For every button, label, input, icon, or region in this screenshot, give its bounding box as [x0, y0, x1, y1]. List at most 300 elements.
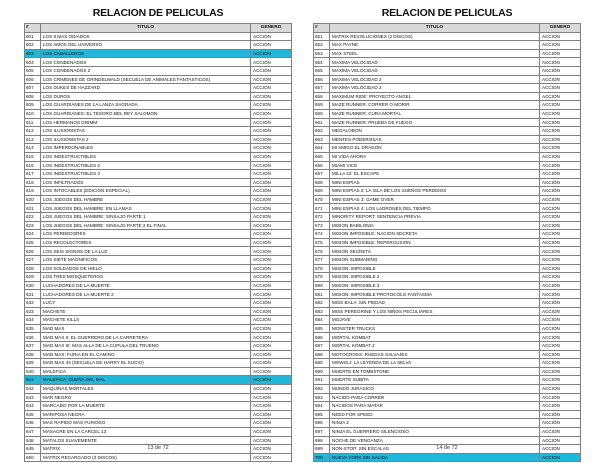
- row-genre: ACCION: [251, 367, 292, 376]
- row-title: MAXIMA VELOCIDAD: [330, 58, 540, 67]
- row-title: MUERTE SUBITA: [330, 376, 540, 385]
- row-number: 692: [314, 384, 330, 393]
- table-row: [25, 66, 292, 75]
- row-number: 631: [25, 290, 41, 299]
- row-number: 638: [25, 350, 41, 359]
- row-number: 647: [25, 427, 41, 436]
- row-genre: ACCION: [251, 75, 292, 84]
- table-row: [314, 92, 581, 101]
- row-title: LOS JUEGOS DEL HAMBRE: SINSAJO PARTE 2 EL FINAL: [41, 221, 251, 230]
- row-number: 683: [314, 307, 330, 316]
- table-row: [25, 178, 292, 187]
- row-title: MEGALODON: [330, 127, 540, 136]
- row-number: 602: [25, 41, 41, 50]
- row-title: MATRIX RECARGADO (2 DISCOS): [41, 453, 251, 462]
- table-row: [25, 101, 292, 110]
- table-row: [25, 299, 292, 308]
- row-number: 684: [314, 316, 330, 325]
- row-title: MINI ESPIAS: [330, 178, 540, 187]
- row-genre: ACCION: [540, 350, 581, 359]
- row-genre: ACCION: [251, 144, 292, 153]
- row-title: MAXIMUM RIDE: PROYECTO ANGEL: [330, 92, 540, 101]
- row-number: 681: [314, 290, 330, 299]
- table-row: [314, 213, 581, 222]
- row-genre: ACCION: [540, 436, 581, 445]
- table-row: [314, 350, 581, 359]
- table-row: [25, 281, 292, 290]
- row-title: MAD MAX III: MAS ALLA DE LA CUPULA DEL TRUENO: [41, 341, 251, 350]
- row-number: 619: [25, 187, 41, 196]
- row-number: 624: [25, 230, 41, 239]
- table-row: [314, 410, 581, 419]
- row-title: MISION: IMPOSIBLE 3: [330, 281, 540, 290]
- table-row: [25, 152, 292, 161]
- table-row: [25, 307, 292, 316]
- table-row: [314, 324, 581, 333]
- table-row: [314, 84, 581, 93]
- row-title: LOS INTOCABLES (EDICION ESPECIAL): [41, 187, 251, 196]
- row-title: MISION SUBMARINO: [330, 256, 540, 265]
- row-genre: ACCION: [540, 256, 581, 265]
- row-number: 690: [314, 367, 330, 376]
- row-number: 673: [314, 221, 330, 230]
- row-number: 615: [25, 152, 41, 161]
- row-title: LOS HERMANOS GRIMM: [41, 118, 251, 127]
- row-title: MACHETE: [41, 307, 251, 316]
- row-genre: ACCION: [540, 92, 581, 101]
- row-title: MAZE RUNNER: CORRER O MORIR: [330, 101, 540, 110]
- row-genre: ACCION: [251, 307, 292, 316]
- row-title: LOS CABALLEROS: [41, 49, 251, 58]
- table-row: [314, 316, 581, 325]
- row-title: LOS AMOS DEL UNIVERSO: [41, 41, 251, 50]
- page-13: [24, 0, 292, 462]
- row-number: 670: [314, 195, 330, 204]
- page-14: [313, 0, 581, 462]
- table-row: [25, 393, 292, 402]
- row-title: MAX PAYNE: [330, 41, 540, 50]
- row-title: MAQUINAS MORTALES: [41, 384, 251, 393]
- table-row: [314, 238, 581, 247]
- row-genre: ACCION: [251, 49, 292, 58]
- table-row: [25, 324, 292, 333]
- row-number: 617: [25, 170, 41, 179]
- table-row: [314, 427, 581, 436]
- row-genre: ACCION: [540, 273, 581, 282]
- row-genre: ACCION: [540, 410, 581, 419]
- row-genre: ACCION: [540, 341, 581, 350]
- row-title: MUNDO JURASICO: [330, 384, 540, 393]
- row-number: 668: [314, 178, 330, 187]
- row-number: 608: [25, 92, 41, 101]
- row-genre: ACCION: [251, 281, 292, 290]
- table-row: [314, 402, 581, 411]
- row-genre: ACCION: [251, 92, 292, 101]
- row-number: 698: [314, 436, 330, 445]
- table-row: [25, 264, 292, 273]
- row-title: LOS SEIS SIGNOS DE LA LUZ: [41, 247, 251, 256]
- row-number: 637: [25, 341, 41, 350]
- row-genre: ACCION: [540, 195, 581, 204]
- table-row: [314, 195, 581, 204]
- row-number: 610: [25, 109, 41, 118]
- table-row: [25, 427, 292, 436]
- row-genre: ACCION: [540, 281, 581, 290]
- table-row: [25, 41, 292, 50]
- row-title: NINJA EL GUERRERO SILENCIOSO: [330, 427, 540, 436]
- row-genre: ACCION: [540, 32, 581, 41]
- row-genre: ACCION: [540, 427, 581, 436]
- row-title: MONSTER TRUCKS: [330, 324, 540, 333]
- row-title: LOS JUEGOS DEL HAMBRE: SINSAJO PARTE 1: [41, 213, 251, 222]
- row-title: MINI ESPIAS 4: LOS LADRONES DEL TIEMPO: [330, 204, 540, 213]
- row-title: LOS INDESTRUCTIBLES 2: [41, 161, 251, 170]
- row-title: LOS INDESTRUCTIBLES: [41, 152, 251, 161]
- row-title: MINI ESPIAS 3: GAME OVER: [330, 195, 540, 204]
- row-number: 654: [314, 58, 330, 67]
- table-row: [314, 118, 581, 127]
- row-number: 672: [314, 213, 330, 222]
- table-row: [25, 402, 292, 411]
- table-row: [25, 350, 292, 359]
- table-row: [314, 264, 581, 273]
- row-number: 601: [25, 32, 41, 41]
- row-number: 628: [25, 264, 41, 273]
- row-genre: ACCION: [540, 66, 581, 75]
- table-row: [314, 109, 581, 118]
- row-number: 618: [25, 178, 41, 187]
- row-title: MASACRE EN LA CARCEL 13: [41, 427, 251, 436]
- row-number: 605: [25, 66, 41, 75]
- row-genre: ACCION: [251, 333, 292, 342]
- row-title: MISION BABILONIA: [330, 221, 540, 230]
- row-number: 657: [314, 84, 330, 93]
- row-title: MI VIDA AHORA: [330, 152, 540, 161]
- table-row: [25, 109, 292, 118]
- row-number: 607: [25, 84, 41, 93]
- table-row: [25, 273, 292, 282]
- row-genre: ACCION: [251, 109, 292, 118]
- row-title: MORTAL KOMBAT 2: [330, 341, 540, 350]
- row-genre: ACCION: [251, 316, 292, 325]
- row-number: 652: [314, 41, 330, 50]
- row-number: 648: [25, 436, 41, 445]
- row-genre: ACCION: [251, 402, 292, 411]
- row-genre: ACCION: [251, 230, 292, 239]
- row-genre: ACCION: [540, 204, 581, 213]
- col-header-genre: GENERO: [251, 24, 292, 33]
- row-title: MINORITY REPORT: SENTENCIA PREVIA: [330, 213, 540, 222]
- row-title: LOS ILUSIONISTAS 2: [41, 135, 251, 144]
- row-genre: ACCION: [540, 393, 581, 402]
- table-row: [25, 127, 292, 136]
- row-title: LOS RECOLECTORES: [41, 238, 251, 247]
- row-title: NACIDO PARA CORRER: [330, 393, 540, 402]
- row-genre: ACCION: [251, 118, 292, 127]
- row-number: 635: [25, 324, 41, 333]
- row-number: 625: [25, 238, 41, 247]
- row-title: MI AMIGO EL DRAGON: [330, 144, 540, 153]
- row-title: NUEVA YORK SIN SALIDA: [330, 453, 540, 462]
- row-title: MUERTE EN TOMBSTONE: [330, 367, 540, 376]
- table-header-row: [25, 24, 292, 33]
- row-genre: ACCION: [251, 341, 292, 350]
- row-number: 616: [25, 161, 41, 170]
- row-number: 630: [25, 281, 41, 290]
- row-title: MAX STEEL: [330, 49, 540, 58]
- row-genre: ACCION: [251, 32, 292, 41]
- table-row: [314, 247, 581, 256]
- row-genre: ACCION: [540, 75, 581, 84]
- row-genre: ACCION: [540, 109, 581, 118]
- row-number: 636: [25, 333, 41, 342]
- table-row: [25, 118, 292, 127]
- table-row: [314, 101, 581, 110]
- row-genre: ACCION: [540, 127, 581, 136]
- table-row: [314, 419, 581, 428]
- table-row: [25, 436, 292, 445]
- table-row: [25, 32, 292, 41]
- table-row: [314, 453, 581, 462]
- row-genre: ACCION: [540, 187, 581, 196]
- row-title: MAD MAX: FURIA EN EL CAMINO: [41, 350, 251, 359]
- row-number: 685: [314, 324, 330, 333]
- row-number: 640: [25, 367, 41, 376]
- row-genre: ACCION: [251, 427, 292, 436]
- page-title: RELACION DE PELICULAS: [92, 7, 224, 19]
- row-genre: ACCION: [251, 161, 292, 170]
- table-row: [314, 359, 581, 368]
- row-number: 609: [25, 101, 41, 110]
- row-number: 699: [314, 445, 330, 454]
- row-genre: ACCION: [251, 359, 292, 368]
- row-genre: ACCION: [540, 101, 581, 110]
- row-genre: ACCION: [251, 178, 292, 187]
- table-row: [314, 273, 581, 282]
- table-row: [314, 178, 581, 187]
- table-row: [25, 84, 292, 93]
- row-title: MATRIX REVOLUCIONES (2 DISCOS): [330, 32, 540, 41]
- page-number: 13 de 72: [147, 445, 169, 451]
- row-title: NINJA 2: [330, 419, 540, 428]
- row-title: LOS CONDENADOS 2: [41, 66, 251, 75]
- table-row: [25, 333, 292, 342]
- row-number: 632: [25, 299, 41, 308]
- table-row: [314, 333, 581, 342]
- row-number: 612: [25, 127, 41, 136]
- row-genre: ACCION: [540, 118, 581, 127]
- row-title: MISION SECRETA: [330, 247, 540, 256]
- row-number: 691: [314, 376, 330, 385]
- table-row: [314, 393, 581, 402]
- row-genre: ACCION: [251, 213, 292, 222]
- row-title: MIAMI VICE: [330, 161, 540, 170]
- row-number: 626: [25, 247, 41, 256]
- table-row: [314, 66, 581, 75]
- row-number: 613: [25, 135, 41, 144]
- row-title: MAD MAX II: EL GUERRERO DE LA CARRETERA: [41, 333, 251, 342]
- table-row: [25, 221, 292, 230]
- row-genre: ACCION: [540, 453, 581, 462]
- table-body: [314, 32, 581, 462]
- row-number: 689: [314, 359, 330, 368]
- row-title: MOTOCROSS: RUEDAS SALVAJES: [330, 350, 540, 359]
- row-title: MALEFICA: [41, 367, 251, 376]
- row-title: MISION: IMPOSIBLE PROTOCOLO FANTASMA: [330, 290, 540, 299]
- table-row: [314, 187, 581, 196]
- row-number: 629: [25, 273, 41, 282]
- row-title: MATALOS SUAVEMENTE: [41, 436, 251, 445]
- row-title: MAD MAX: [41, 324, 251, 333]
- page-title: RELACION DE PELICULAS: [381, 7, 513, 19]
- row-title: LOS DUROS: [41, 92, 251, 101]
- row-number: 634: [25, 316, 41, 325]
- table-row: [25, 359, 292, 368]
- row-number: 693: [314, 393, 330, 402]
- row-genre: ACCION: [540, 307, 581, 316]
- row-genre: ACCION: [540, 324, 581, 333]
- row-genre: ACCION: [540, 367, 581, 376]
- table-row: [25, 58, 292, 67]
- row-title: MINI ESPIAS 2: LA ISLA DE LOS SUEÑOS PERDIDOS: [330, 187, 540, 196]
- table-row: [314, 307, 581, 316]
- row-genre: ACCION: [251, 256, 292, 265]
- row-number: 621: [25, 204, 41, 213]
- col-header-number: #: [25, 24, 41, 33]
- row-genre: ACCION: [251, 127, 292, 136]
- row-genre: ACCION: [251, 436, 292, 445]
- table-row: [25, 376, 292, 385]
- row-genre: ACCION: [251, 453, 292, 462]
- table-row: [314, 376, 581, 385]
- movies-table: [313, 23, 581, 462]
- table-row: [314, 32, 581, 41]
- table-row: [314, 281, 581, 290]
- table-row: [25, 49, 292, 58]
- row-title: LUCHADORES DE LA MUERTE: [41, 281, 251, 290]
- table-row: [314, 299, 581, 308]
- table-row: [25, 290, 292, 299]
- row-genre: ACCION: [540, 264, 581, 273]
- table-row: [25, 213, 292, 222]
- row-number: 627: [25, 256, 41, 265]
- table-row: [25, 256, 292, 265]
- row-genre: ACCION: [251, 204, 292, 213]
- row-genre: ACCION: [251, 350, 292, 359]
- row-number: 676: [314, 247, 330, 256]
- row-number: 645: [25, 410, 41, 419]
- table-row: [314, 436, 581, 445]
- row-number: 603: [25, 49, 41, 58]
- row-genre: ACCION: [540, 316, 581, 325]
- row-title: MILLA 22: EL ESCAPE: [330, 170, 540, 179]
- row-genre: ACCION: [540, 299, 581, 308]
- row-title: MAXIMA VELOCIDAD: [330, 66, 540, 75]
- row-number: 656: [314, 75, 330, 84]
- row-number: 666: [314, 161, 330, 170]
- row-number: 653: [314, 49, 330, 58]
- row-number: 669: [314, 187, 330, 196]
- table-row: [314, 152, 581, 161]
- row-genre: ACCION: [540, 359, 581, 368]
- table-row: [314, 256, 581, 265]
- table-row: [25, 341, 292, 350]
- row-number: 680: [314, 281, 330, 290]
- row-genre: ACCION: [251, 238, 292, 247]
- table-row: [25, 187, 292, 196]
- row-title: MAXIMA VELOCIDAD 2: [330, 75, 540, 84]
- row-number: 679: [314, 273, 330, 282]
- row-title: MISION IMPOSIBLE: NACION SECRETA: [330, 230, 540, 239]
- row-number: 665: [314, 152, 330, 161]
- page-number: 14 de 72: [436, 445, 458, 451]
- row-genre: ACCION: [540, 384, 581, 393]
- row-title: MOJAVE: [330, 316, 540, 325]
- table-row: [25, 384, 292, 393]
- row-title: LOS IMPERDONABLES: [41, 144, 251, 153]
- row-title: NON-STOP: SIN ESCALAS: [330, 445, 540, 454]
- row-genre: ACCION: [251, 324, 292, 333]
- col-header-title: TITULO: [41, 24, 251, 33]
- row-title: MAZE RUNNER: CURA MORTAL: [330, 109, 540, 118]
- row-title: MISION: IMPOSIBLE: [330, 264, 540, 273]
- row-genre: ACCION: [251, 66, 292, 75]
- table-row: [25, 410, 292, 419]
- row-title: MAD MAX 44 (SECUELA DE HARRY EL SUCIO): [41, 359, 251, 368]
- table-row: [25, 204, 292, 213]
- row-number: 641: [25, 376, 41, 385]
- row-title: LOS JUEGOS DEL HAMBRE: [41, 195, 251, 204]
- row-genre: ACCION: [251, 393, 292, 402]
- row-number: 674: [314, 230, 330, 239]
- row-genre: ACCION: [251, 299, 292, 308]
- row-number: 671: [314, 204, 330, 213]
- row-title: MATRIX: [41, 445, 251, 454]
- row-number: 664: [314, 144, 330, 153]
- row-genre: ACCION: [251, 84, 292, 93]
- row-number: 675: [314, 238, 330, 247]
- row-genre: ACCION: [540, 376, 581, 385]
- row-title: LOS GUARDIANES DE LA LANZA SAGRADA: [41, 101, 251, 110]
- table-row: [314, 144, 581, 153]
- row-genre: ACCION: [540, 49, 581, 58]
- row-genre: ACCION: [251, 152, 292, 161]
- row-genre: ACCION: [540, 135, 581, 144]
- row-number: 643: [25, 393, 41, 402]
- row-number: 700: [314, 453, 330, 462]
- table-row: [314, 367, 581, 376]
- row-genre: ACCION: [540, 170, 581, 179]
- row-title: LOS GUARDIANES: EL TESORO DEL REY SALOMON: [41, 109, 251, 118]
- row-title: MISION IMPOSIBLE: REPERCUSION: [330, 238, 540, 247]
- row-number: 606: [25, 75, 41, 84]
- row-title: LOS SOLDADOS DE HIELO: [41, 264, 251, 273]
- row-genre: ACCION: [251, 101, 292, 110]
- row-title: LOS INFILTRADOS: [41, 178, 251, 187]
- row-number: 678: [314, 264, 330, 273]
- row-genre: ACCION: [540, 445, 581, 454]
- table-row: [25, 247, 292, 256]
- row-title: LUCHADORES DE LA MUERTE 2: [41, 290, 251, 299]
- row-genre: ACCION: [251, 290, 292, 299]
- row-title: MISS PEREGRINE Y LOS NIÑOS PECULIARES: [330, 307, 540, 316]
- row-title: LOS TRES MOSQUETEROS: [41, 273, 251, 282]
- table-row: [314, 341, 581, 350]
- row-title: MISS BALA: SIN PIEDAD: [330, 299, 540, 308]
- row-title: NEED FOR SPEED: [330, 410, 540, 419]
- row-title: LOS JUEGOS DEL HAMBRE: EN LLAMAS: [41, 204, 251, 213]
- row-title: MAXIMA VELOCIDAD 2: [330, 84, 540, 93]
